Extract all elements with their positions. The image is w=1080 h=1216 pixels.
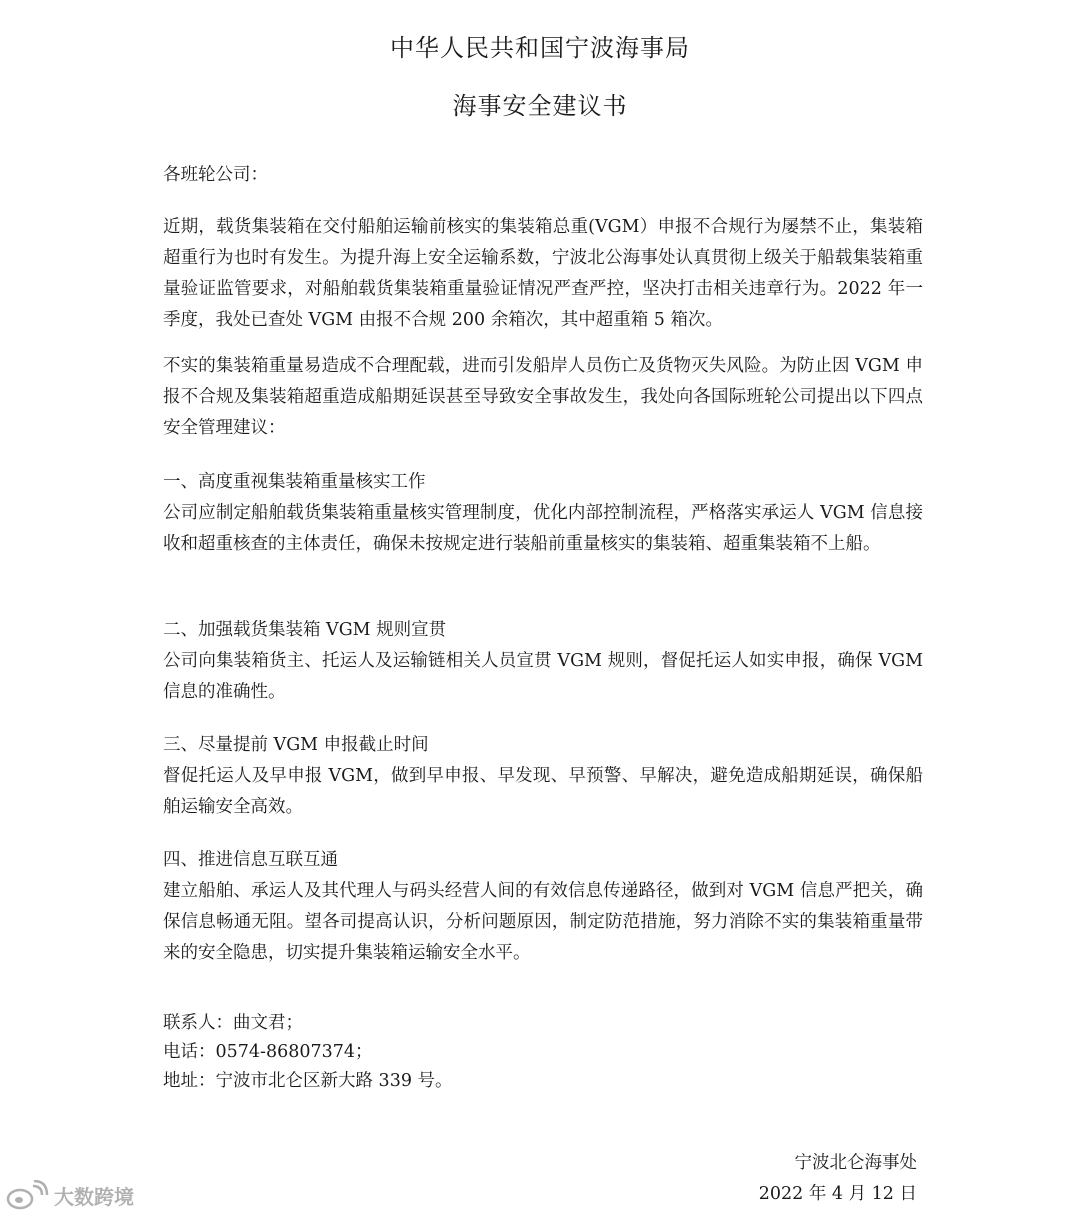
section-heading-1: 一、高度重视集装箱重量核实工作	[163, 472, 426, 492]
contact-block	[163, 1009, 923, 1096]
salutation: 各班轮公司：	[163, 165, 268, 185]
signing-date: 2022 年 4 月 12 日	[758, 1184, 917, 1204]
signature-block	[759, 1148, 917, 1210]
section-heading-4: 四、推进信息互联互通	[163, 850, 338, 870]
contact-phone: 电话：0574-86807374；	[163, 1042, 373, 1062]
watermark-text: 大数跨境	[54, 1184, 134, 1209]
section-heading-2: 二、加强载货集装箱 VGM 规则宣贯	[163, 620, 447, 640]
document-title: 海事安全建议书	[452, 92, 628, 120]
contact-address: 地址：宁波市北仑区新大路 339 号。	[163, 1071, 453, 1091]
intro-paragraph: 近期，载货集装箱在交付船舶运输前核实的集装箱总重(VGM）申报不合规行为屡禁不止，集装箱超重行为也时有发生。为提升海上安全运输系数，宁波北公海事处认真贯彻上级关于船载集装箱重量验证监管要求，对船舶载货集装箱重量验证情况严查严控，坚决打击相关违章行为。2022 年一季度，我处已查处 VGM 由报不合规 200 余箱次，其中超重箱 5 箱次。	[163, 217, 923, 330]
section-heading-3: 三、尽量提前 VGM 申报截止时间	[163, 735, 429, 755]
section-text-4: 建立船舶、承运人及其代理人与码头经营人间的有效信息传递路径，做到对 VGM 信息严把关，确保信息畅通无阻。望各司提高认识，分析问题原因，制定防范措施，努力消除不实的集装箱重量带来的安全隐患，切实提升集装箱运输安全水平。	[163, 881, 923, 963]
weibo-icon	[6, 1180, 50, 1210]
watermark	[6, 1178, 134, 1212]
signing-office: 宁波北仑海事处	[794, 1153, 917, 1173]
risk-paragraph: 不实的集装箱重量易造成不合理配载，进而引发船岸人员伤亡及货物灭失风险。为防止因 VGM 申报不合规及集装箱超重造成船期延误甚至导致安全事故发生，我处向各国际班轮公司提出以下四点安全管理建议：	[163, 356, 923, 438]
issuing-authority: 中华人民共和国宁波海事局	[390, 34, 690, 62]
section-text-2: 公司向集装箱货主、托运人及运输链相关人员宣贯 VGM 规则，督促托运人如实申报，确保 VGM 信息的准确性。	[163, 651, 923, 702]
section-text-1: 公司应制定船舶载货集装箱重量核实管理制度，优化内部控制流程，严格落实承运人 VGM 信息接收和超重核查的主体责任，确保未按规定进行装船前重量核实的集装箱、超重集装箱不上船。	[163, 503, 923, 554]
contact-person: 联系人：曲文君；	[163, 1013, 303, 1033]
section-text-3: 督促托运人及早申报 VGM，做到早申报、早发现、早预警、早解决，避免造成船期延误，确保船舶运输安全高效。	[163, 766, 923, 817]
